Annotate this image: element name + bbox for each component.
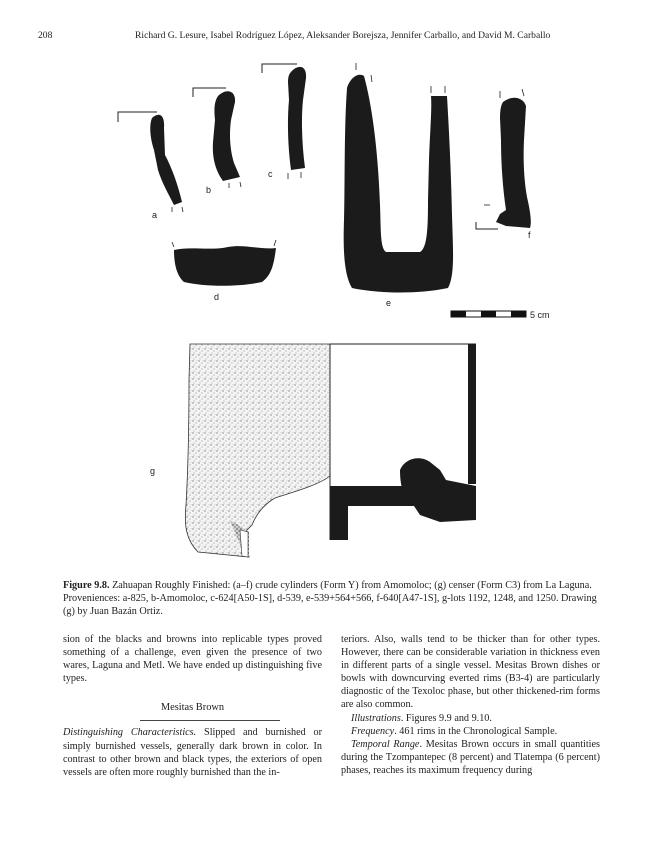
sherd-e [344,63,453,308]
label-g: g [150,466,156,476]
temporal-paragraph [341,738,600,777]
sherd-f [476,89,531,240]
label-d: d [214,292,220,302]
label-c: c [268,169,273,179]
censer-g [150,344,476,557]
label-a: a [152,210,158,220]
section-heading: Mesitas Brown [160,702,225,714]
label-e: e [386,298,392,308]
distinguishing-text: Slipped and burnished or simply burnished vessels, generally dark brown in color. In contrast to other brown and black types, the exteriors of open vessels are often more roughly burnished than the in- [63,727,322,778]
page-number: 208 [38,30,53,41]
illustrations-paragraph [341,712,600,725]
left-paragraph-1: sion of the blacks and browns into replicable types proved something of a challenge, even given the presence of two wares, Laguna and Metl. We have ended up distinguishing five types. [63,634,322,685]
sherd-c [262,64,306,179]
running-head: Richard G. Lesure, Isabel Rodríguez López, Aleksander Borejsza, Jennifer Carballo, and David M. Carballo [135,30,551,41]
label-b: b [206,185,212,195]
frequency-text: . 461 rims in the Chronological Sample. [394,725,558,737]
illustrations-text: . Figures 9.9 and 9.10. [400,712,492,724]
label-f: f [528,230,531,240]
sherd-a [118,112,183,220]
temporal-text: . Mesitas Brown occurs in small quantities during the Tzompantepec (8 percent) and Tlatempa (6 percent) phases, reaches its maximum frequency during [341,738,600,776]
caption-lead: Figure 9.8. [63,580,110,591]
temporal-label: Temporal Range [351,738,420,750]
sherd-b [193,88,241,195]
distinguishing-label: Distinguishing Characteristics. [63,727,197,739]
section-rule [140,720,280,721]
right-paragraph-1: teriors. Also, walls tend to be thicker than for other types. However, there can be considerable variation in thickness even in different parts of a single vessel. Mesitas Brown dishes or bowls with downcurving everted rims (B3-4) are particularly diagnostic of the Texoloc phase, but other thickened-rim forms are also common. [341,634,600,711]
left-column [63,633,322,779]
scale-bar [451,310,550,320]
frequency-label: Frequency [351,725,395,737]
illustrations-label: Illustrations [351,712,401,724]
frequency-paragraph [341,725,600,738]
scale-label: 5 cm [530,310,550,320]
right-column [341,633,600,777]
figure-caption [63,579,603,618]
caption-text: Zahuapan Roughly Finished: (a–f) crude cylinders (Form Y) from Amomoloc; (g) censer (Form C3) from La Laguna. Proveniences: a-825, b-Amomoloc, c-624[A50-1S], d-539, e-539+564+566, f-640[A47-1S], g-lots 1192, 1248, and 1250. Drawing (g) by Juan Bazán Ortiz. [63,580,597,617]
left-paragraph-2 [63,726,322,778]
sherd-d [172,240,276,302]
